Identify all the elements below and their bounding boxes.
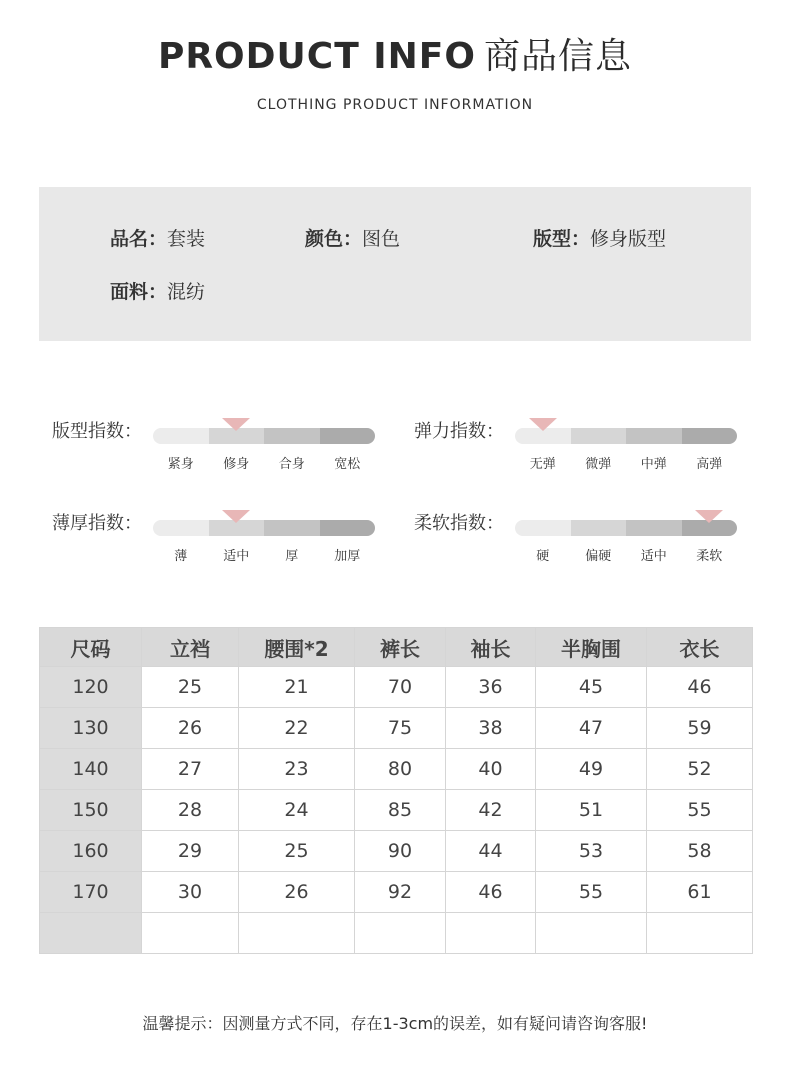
table-row [40, 749, 753, 790]
table-cell: 30 [142, 872, 239, 913]
tick-label: 偏硬 [585, 549, 612, 564]
fit-index-marker-icon [222, 418, 250, 431]
tick-label: 硬 [536, 549, 550, 564]
table-cell: 55 [647, 790, 753, 831]
table-cell [142, 913, 239, 954]
column-header: 尺码 [40, 628, 142, 667]
column-header: 半胸围 [536, 628, 647, 667]
info-color-key: 颜色： [305, 228, 363, 250]
fit-index-ticks [153, 453, 375, 472]
table-cell: 92 [355, 872, 446, 913]
bar-segment [264, 520, 320, 536]
thickness-index-ticks [153, 545, 375, 564]
bar-segment [153, 428, 209, 444]
fit-index [52, 417, 392, 477]
table-cell: 47 [536, 708, 647, 749]
tick-label: 适中 [223, 549, 250, 564]
size-cell: 160 [40, 831, 142, 872]
tick-label: 紧身 [167, 457, 194, 472]
table-row [40, 667, 753, 708]
table-cell: 46 [446, 872, 536, 913]
bar-segment [682, 428, 738, 444]
table-cell: 21 [239, 667, 355, 708]
page-title [0, 28, 790, 79]
table-cell: 27 [142, 749, 239, 790]
header [0, 28, 790, 113]
table-cell: 51 [536, 790, 647, 831]
table-cell: 61 [647, 872, 753, 913]
softness-index-ticks [515, 545, 737, 564]
table-cell: 55 [536, 872, 647, 913]
tick-label: 中弹 [640, 457, 667, 472]
table-cell: 80 [355, 749, 446, 790]
tick-label: 柔软 [696, 549, 723, 564]
table-cell [239, 913, 355, 954]
table-cell: 53 [536, 831, 647, 872]
info-color-value: 图色 [362, 228, 401, 250]
column-header: 腰围*2 [239, 628, 355, 667]
table-cell: 70 [355, 667, 446, 708]
column-header: 裤长 [355, 628, 446, 667]
elasticity-index-ticks [515, 453, 737, 472]
table-cell: 24 [239, 790, 355, 831]
table-cell: 36 [446, 667, 536, 708]
fit-index-bar [153, 428, 375, 444]
info-name-key: 品名： [110, 228, 168, 250]
softness-index-marker-icon [695, 510, 723, 523]
size-cell: 130 [40, 708, 142, 749]
fit-index-label: 版型指数： [52, 421, 142, 442]
table-cell: 26 [142, 708, 239, 749]
table-cell: 75 [355, 708, 446, 749]
table-row [40, 872, 753, 913]
info-fabric [110, 277, 205, 304]
table-cell: 29 [142, 831, 239, 872]
title-en: PRODUCT INFO [157, 36, 477, 77]
info-name-value: 套装 [167, 228, 206, 250]
table-cell: 90 [355, 831, 446, 872]
tick-label: 高弹 [696, 457, 723, 472]
thickness-index [52, 509, 392, 569]
table-cell: 46 [647, 667, 753, 708]
bar-segment [264, 428, 320, 444]
size-cell [40, 913, 142, 954]
table-cell: 25 [239, 831, 355, 872]
tick-label: 适中 [640, 549, 667, 564]
table-row [40, 708, 753, 749]
column-header: 袖长 [446, 628, 536, 667]
info-fabric-key: 面料： [110, 281, 168, 303]
table-cell [446, 913, 536, 954]
bar-segment [571, 428, 627, 444]
size-cell: 150 [40, 790, 142, 831]
softness-index [414, 509, 754, 569]
column-header: 衣长 [647, 628, 753, 667]
table-row [40, 913, 753, 954]
table-cell: 22 [239, 708, 355, 749]
size-cell: 140 [40, 749, 142, 790]
elasticity-index [414, 417, 754, 477]
bar-segment [320, 520, 376, 536]
bar-segment [153, 520, 209, 536]
thickness-index-label: 薄厚指数： [52, 513, 142, 534]
info-name [110, 224, 205, 251]
table-body [40, 667, 753, 954]
table-cell: 26 [239, 872, 355, 913]
title-cn: 商品信息 [484, 36, 633, 77]
column-header: 立裆 [142, 628, 239, 667]
table-cell: 40 [446, 749, 536, 790]
page-subtitle: CLOTHING PRODUCT INFORMATION [256, 97, 534, 113]
tick-label: 修身 [223, 457, 250, 472]
table-cell: 44 [446, 831, 536, 872]
table-cell [536, 913, 647, 954]
table-header-row [40, 628, 753, 667]
table-row [40, 831, 753, 872]
tick-label: 微弹 [585, 457, 612, 472]
info-fabric-value: 混纺 [167, 281, 206, 303]
table-cell: 58 [647, 831, 753, 872]
table-cell: 45 [536, 667, 647, 708]
table-cell: 28 [142, 790, 239, 831]
table-cell: 23 [239, 749, 355, 790]
size-table [39, 627, 753, 954]
bar-segment [626, 520, 682, 536]
elasticity-index-marker-icon [529, 418, 557, 431]
elasticity-index-label: 弹力指数： [414, 421, 504, 442]
table-cell [355, 913, 446, 954]
tick-label: 薄 [174, 549, 188, 564]
table-cell: 42 [446, 790, 536, 831]
table-cell: 52 [647, 749, 753, 790]
info-fit-value: 修身版型 [590, 228, 667, 250]
table-cell: 49 [536, 749, 647, 790]
table-cell [647, 913, 753, 954]
tick-label: 加厚 [334, 549, 361, 564]
thickness-index-bar [153, 520, 375, 536]
bar-segment [320, 428, 376, 444]
measurement-tip: 温馨提示：因测量方式不同，存在1-3cm的误差，如有疑问请咨询客服! [142, 1014, 648, 1033]
table-cell: 38 [446, 708, 536, 749]
info-fit [533, 224, 666, 251]
table-cell: 25 [142, 667, 239, 708]
softness-index-label: 柔软指数： [414, 513, 504, 534]
tick-label: 无弹 [529, 457, 556, 472]
bar-segment [515, 520, 571, 536]
bar-segment [626, 428, 682, 444]
thickness-index-marker-icon [222, 510, 250, 523]
tick-label: 宽松 [334, 457, 361, 472]
tick-label: 厚 [285, 549, 299, 564]
info-color [305, 224, 400, 251]
bar-segment [571, 520, 627, 536]
table-row [40, 790, 753, 831]
size-cell: 170 [40, 872, 142, 913]
info-fit-key: 版型： [533, 228, 591, 250]
tick-label: 合身 [278, 457, 305, 472]
table-cell: 59 [647, 708, 753, 749]
product-info-box [39, 187, 751, 341]
table-cell: 85 [355, 790, 446, 831]
size-cell: 120 [40, 667, 142, 708]
